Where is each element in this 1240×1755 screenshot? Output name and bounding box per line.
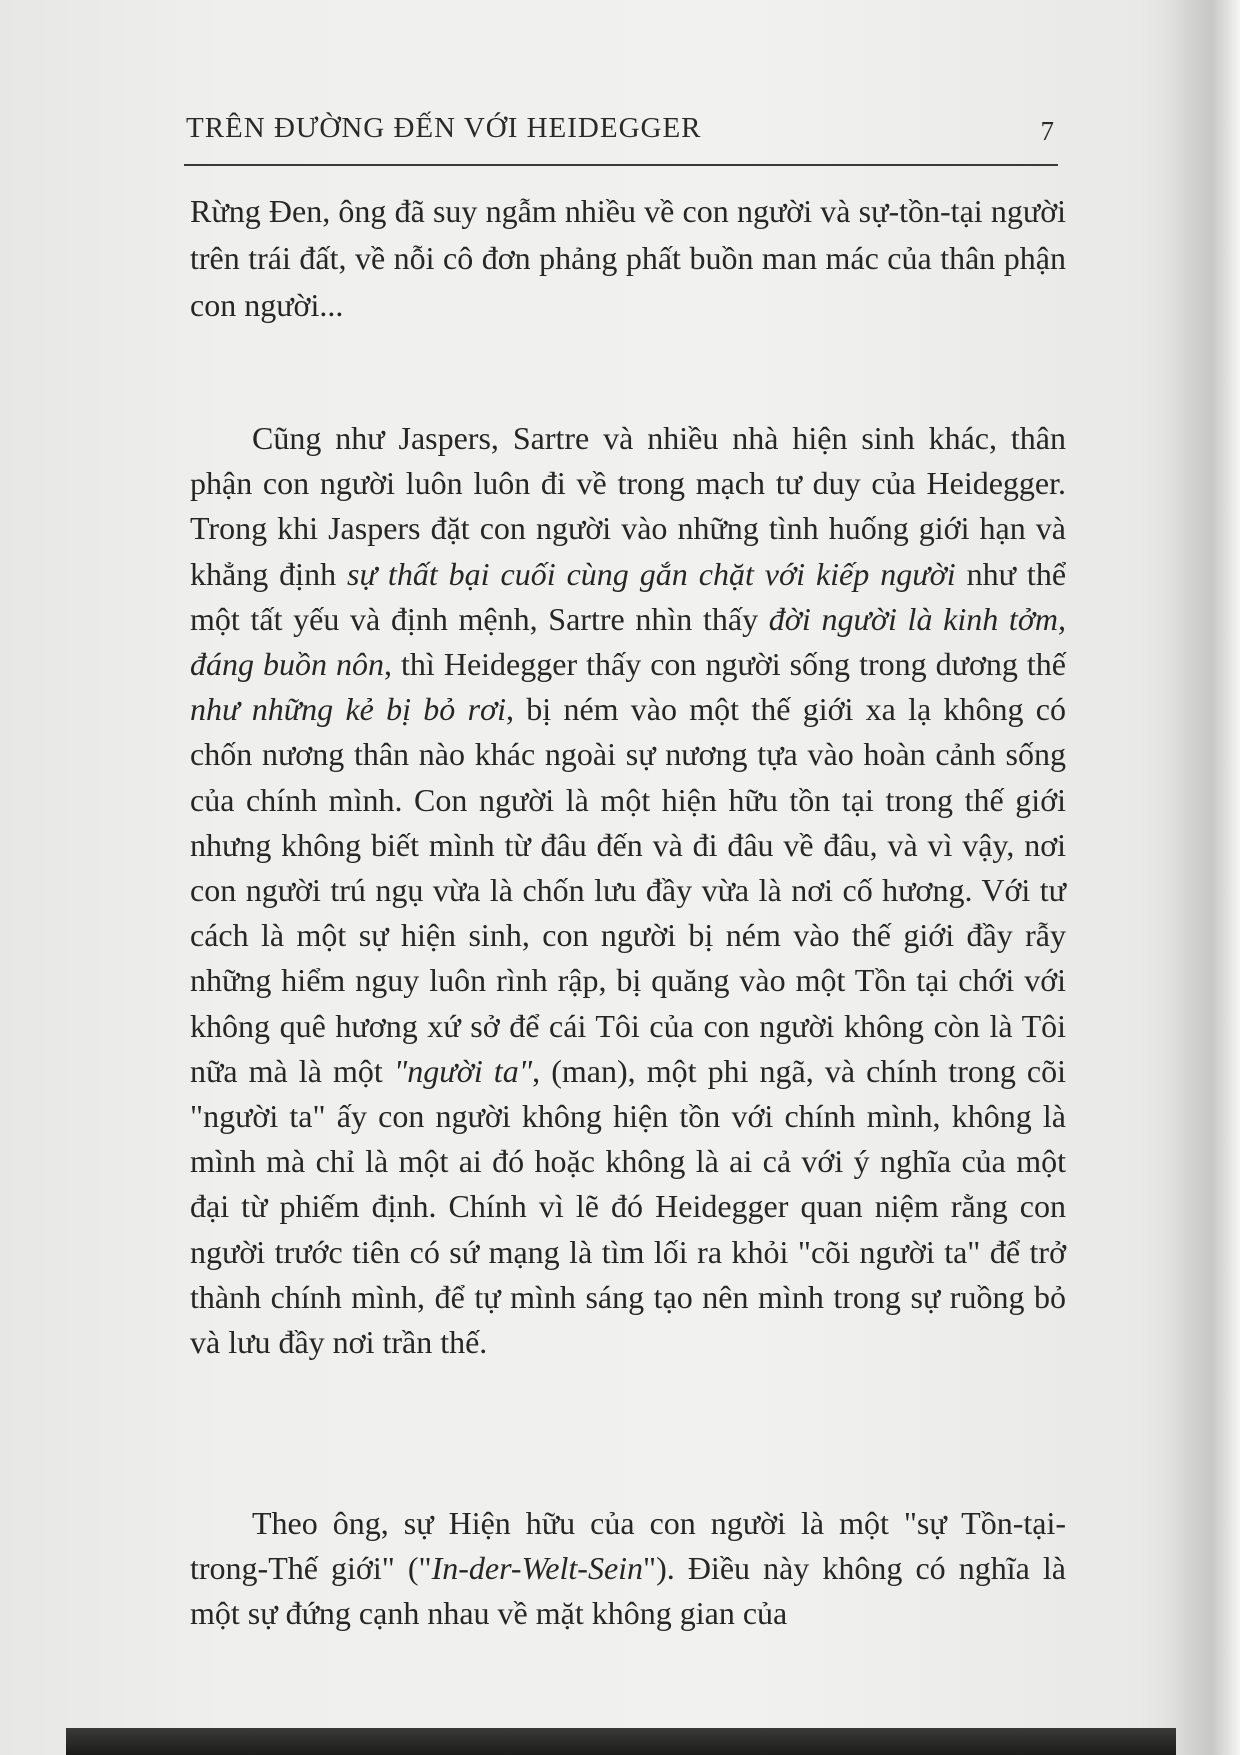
text-segment: Rừng Đen, ông đã suy ngẫm nhiều về con người và sự-tồn-tại người trên trái đất, về nỗi cô đơn phảng phất buồn man mác của thân phận con người... [190,193,1066,323]
paragraph-2 [190,416,1066,1365]
text-segment: Theo ông, sự Hiện hữu của con người là một "sự Tồn-tại-trong-Thế giới" (" [190,1505,1066,1586]
italic-segment: "người ta" [393,1052,533,1089]
scan-bottom-edge [66,1728,1176,1755]
running-title: TRÊN ĐƯỜNG ĐẾN VỚI HEIDEGGER [186,112,702,144]
text-segment: , (man), một phi ngã, và chính trong cõi "người ta" ấy con người không hiện tồn với chính mình, không là mình mà chỉ là một ai đó hoặc không là ai cả với ý nghĩa của một đại từ phiếm định. Chính vì lẽ đó Heidegger quan niệm rằng con người trước tiên có sứ mạng là tìm lối ra khỏi "cõi người ta" để trở thành chính mình, để tự mình sáng tạo nên mình trong sự ruồng bỏ và lưu đầy nơi trần thế. [190,1052,1067,1361]
paragraph-main [190,416,1066,1365]
text-segment: như thể một tất yếu và định mệnh, Sartre nhìn thấy [190,555,1067,637]
header-rule [184,164,1058,166]
italic-segment: đời người là kinh tởm, đáng buồn nôn [190,600,1067,683]
italic-segment: như những kẻ bị bỏ rơi [190,691,506,728]
italic-segment: In-der-Welt-Sein [431,1550,644,1586]
italic-segment: sự thất bại cuối cùng gắn chặt với kiếp người [347,555,956,592]
text-segment: "). Điều này không có nghĩa là một sự đứng cạnh nhau về mặt không gian của [190,1550,1067,1631]
paragraph-1 [190,188,1066,329]
text-segment: Cũng như Jaspers, Sartre và nhiều nhà hiện sinh khác, thân phận con người luôn luôn đi về trong mạch tư duy của Heidegger. Trong khi Jaspers đặt con người vào những tình huống giới hạn và khẳng định [190,420,1066,592]
paragraph-next [190,1501,1066,1636]
text-segment: , thì Heidegger thấy con người sống trong dương thế [384,646,1067,683]
page-edge-shadow [1170,0,1240,1755]
text-segment: , bị ném vào một thế giới xa lạ không có chốn nương thân nào khác ngoài sự nương tựa vào hoàn cảnh sống của chính mình. Con người là một hiện hữu tồn tại trong thế giới nhưng không biết mình từ đâu đến và đi đâu về đâu, và vì vậy, nơi con người trú ngụ vừa là chốn lưu đầy vừa là nơi cố hương. Với tư cách là một sự hiện sinh, con người bị ném vào thế giới đầy rẫy những hiểm nguy luôn rình rập, bị quăng vào một Tồn tại chới với không quê hương xứ sở để cái Tôi của con người không còn là Tôi nữa mà là một [190,691,1067,1089]
paragraph-3 [190,1501,1066,1636]
page-number: 7 [1040,116,1054,146]
running-header [186,112,1054,162]
paragraph-continued [190,188,1066,329]
